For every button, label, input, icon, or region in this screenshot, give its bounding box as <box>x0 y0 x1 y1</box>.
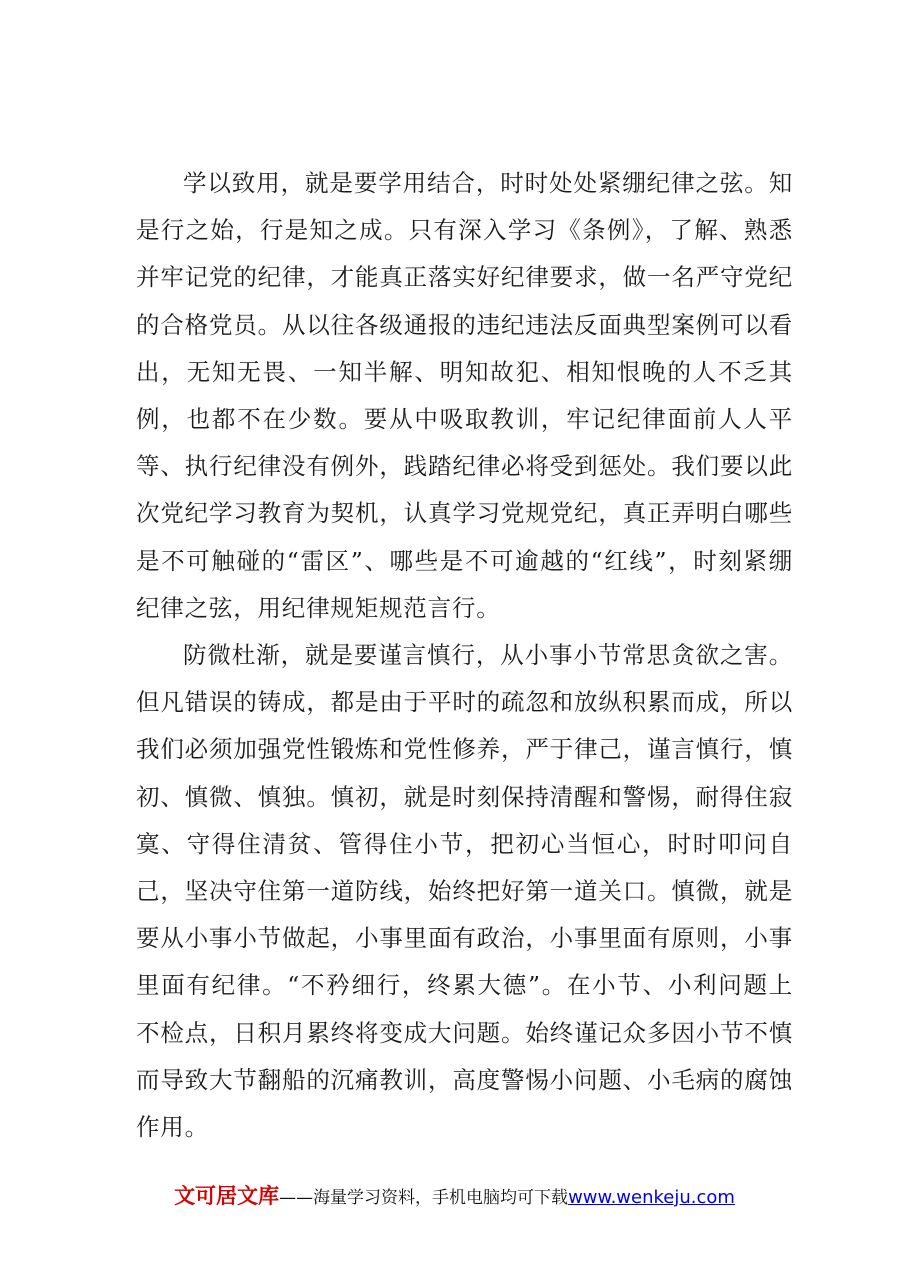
document-body <box>136 160 793 1151</box>
footer-website-link[interactable]: www.wenkeju.com <box>568 1187 735 1208</box>
footer-tagline: ——海量学习资料，手机电脑均可下载 <box>279 1188 569 1208</box>
paragraph-2: 防微杜渐，就是要谨言慎行，从小事小节常思贪欲之害。但凡错误的铸成，都是由于平时的疏忽和放纵积累而成，所以我们必须加强党性锻炼和党性修养，严于律己，谨言慎行，慎初、慎微、慎独。慎初，就是时刻保持清醒和警惕，耐得住寂寞、守得住清贫、管得住小节，把初心当恒心，时时叩问自己，坚决守住第一道防线，始终把好第一道关口。慎微，就是要从小事小节做起，小事里面有政治，小事里面有原则，小事里面有纪律。“不矜细行，终累大德”。在小节、小利问题上不检点，日积月累终将变成大问题。始终谨记众多因小节不慎而导致大节翻船的沉痛教训，高度警惕小问题、小毛病的腐蚀作用。 <box>136 641 793 1142</box>
footer-brand: 文可居文库 <box>174 1184 280 1208</box>
footer-banner <box>0 1180 909 1210</box>
paragraph-1: 学以致用，就是要学用结合，时时处处紧绷纪律之弦。知是行之始，行是知之成。只有深入学习《条例》，了解、熟悉并牢记党的纪律，才能真正落实好纪律要求，做一名严守党纪的合格党员。从以往各级通报的违纪违法反面典型案例可以看出，无知无畏、一知半解、明知故犯、相知恨晚的人不乏其例，也都不在少数。要从中吸取教训，牢记纪律面前人人平等、执行纪律没有例外，践踏纪律必将受到惩处。我们要以此次党纪学习教育为契机，认真学习党规党纪，真正弄明白哪些是不可触碰的“雷区”、哪些是不可逾越的“红线”，时刻紧绷纪律之弦，用纪律规矩规范言行。 <box>136 169 793 622</box>
